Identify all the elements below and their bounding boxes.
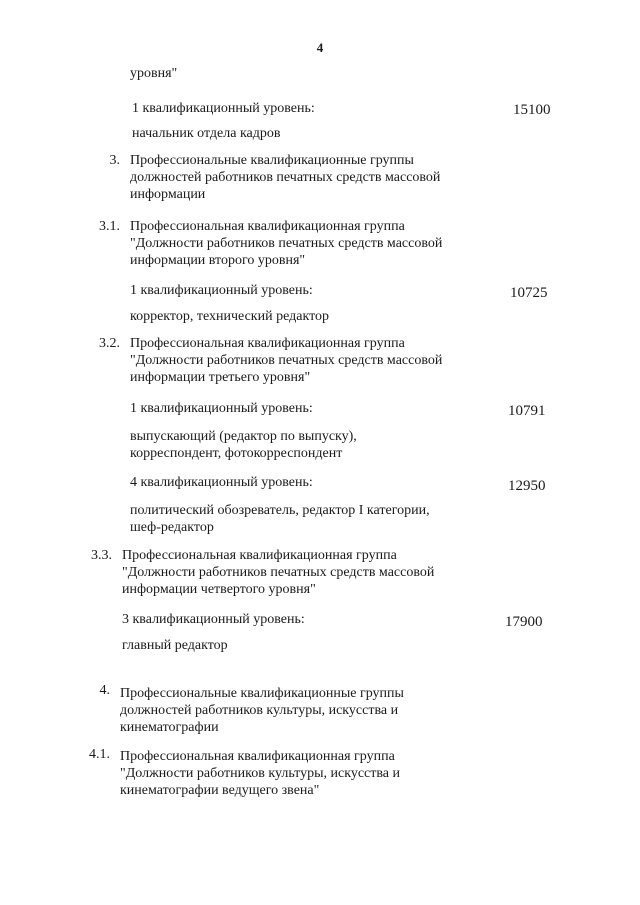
position-list-line: выпускающий (редактор по выпуску), bbox=[130, 429, 357, 444]
position-list: корректор, технический редактор bbox=[130, 309, 330, 324]
section-number: 3.1. bbox=[99, 219, 120, 234]
section-number: 4.1. bbox=[89, 747, 110, 762]
section-number: 3.2. bbox=[99, 336, 120, 351]
section-title-line: Профессиональная квалификационная группа bbox=[130, 336, 405, 351]
position-list-line: шеф-редактор bbox=[130, 520, 214, 535]
page-number: 4 bbox=[316, 40, 324, 55]
position-list-line: корреспондент, фотокорреспондент bbox=[130, 446, 343, 461]
qualification-level-label: 4 квалификационный уровень: bbox=[130, 475, 313, 490]
continuation-text: уровня" bbox=[130, 66, 178, 81]
section-title-line: Профессиональные квалификационные группы bbox=[130, 153, 414, 168]
section-title-line: "Должности работников печатных средств массовой bbox=[130, 236, 443, 251]
salary-value: 10725 bbox=[510, 285, 548, 301]
section-title-line: кинематографии bbox=[120, 720, 219, 735]
section-title-line: информации второго уровня" bbox=[130, 253, 306, 268]
section-title-line: информации bbox=[130, 187, 206, 202]
position-list-line: политический обозреватель, редактор I категории, bbox=[130, 503, 430, 518]
salary-value: 10791 bbox=[508, 403, 546, 419]
section-title-line: Профессиональная квалификационная группа bbox=[130, 219, 405, 234]
section-title-line: Профессиональная квалификационная группа bbox=[120, 749, 395, 764]
section-number: 3.3. bbox=[91, 548, 112, 563]
section-title-line: "Должности работников культуры, искусства и bbox=[120, 766, 401, 781]
section-title-line: кинематографии ведущего звена" bbox=[120, 783, 320, 798]
qualification-level-label: 3 квалификационный уровень: bbox=[122, 612, 305, 627]
qualification-level-label: 1 квалификационный уровень: bbox=[130, 283, 313, 298]
section-title-line: Профессиональные квалификационные группы bbox=[120, 686, 404, 701]
salary-value: 12950 bbox=[508, 478, 546, 494]
section-title-line: Профессиональная квалификационная группа bbox=[122, 548, 397, 563]
section-title-line: информации четвертого уровня" bbox=[122, 582, 316, 597]
section-title-line: должностей работников печатных средств массовой bbox=[130, 170, 441, 185]
qualification-level-label: 1 квалификационный уровень: bbox=[130, 401, 313, 416]
section-title-line: "Должности работников печатных средств массовой bbox=[122, 565, 435, 580]
salary-value: 17900 bbox=[505, 614, 543, 630]
section-number: 3. bbox=[109, 153, 120, 168]
position-list: главный редактор bbox=[122, 638, 228, 653]
section-title-line: должностей работников культуры, искусства и bbox=[120, 703, 399, 718]
position-list: начальник отдела кадров bbox=[132, 126, 281, 141]
section-title-line: "Должности работников печатных средств массовой bbox=[130, 353, 443, 368]
qualification-level-label: 1 квалификационный уровень: bbox=[132, 101, 315, 116]
salary-value: 15100 bbox=[513, 102, 551, 118]
section-number: 4. bbox=[99, 683, 110, 698]
section-title-line: информации третьего уровня" bbox=[130, 370, 311, 385]
